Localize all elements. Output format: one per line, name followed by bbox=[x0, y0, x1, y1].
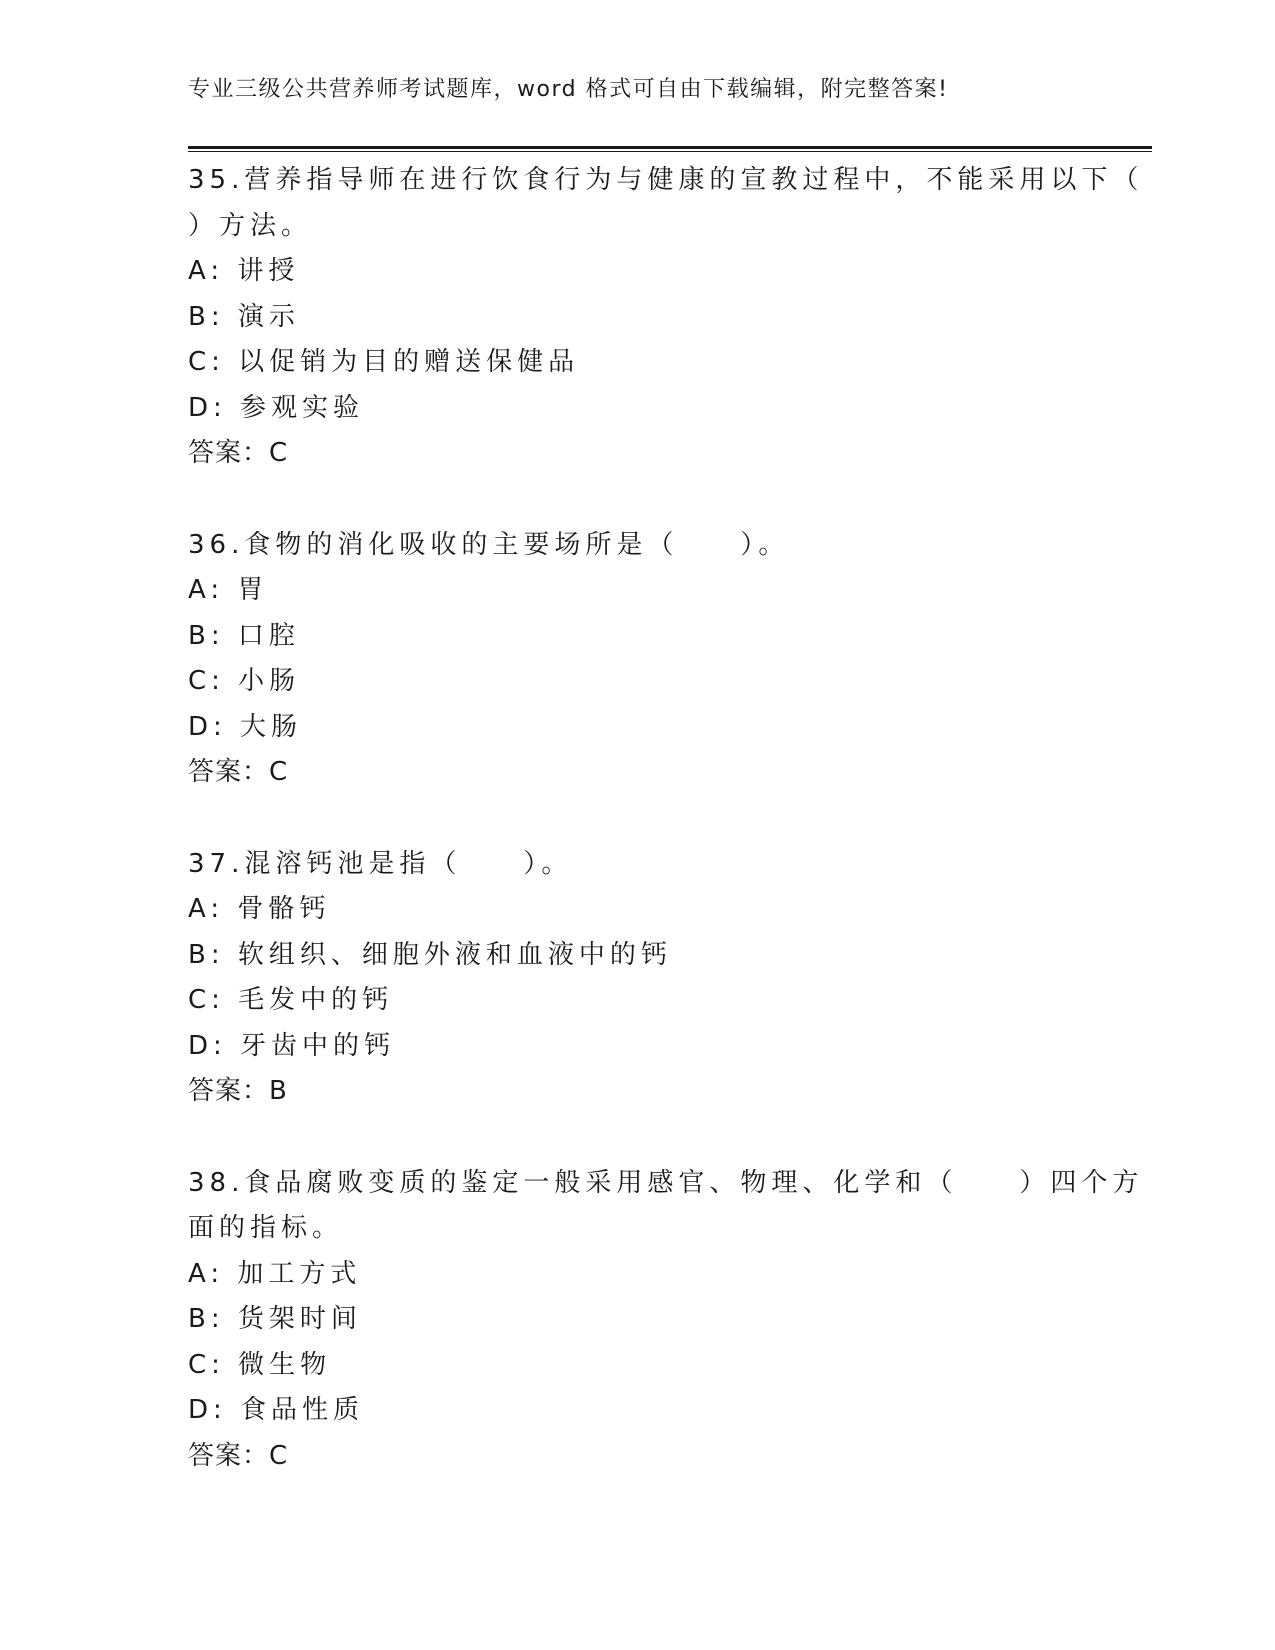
question-37 bbox=[188, 842, 1088, 1115]
question-stem: 面的指标。 bbox=[188, 1213, 344, 1243]
question-38 bbox=[188, 1161, 1144, 1480]
answer: 答案：C bbox=[188, 438, 289, 468]
answer: 答案：B bbox=[188, 1076, 288, 1106]
option-a: A: 加工方式 bbox=[188, 1258, 362, 1289]
option-b: B: 软组织、细胞外液和血液中的钙 bbox=[188, 939, 672, 970]
question-36 bbox=[188, 523, 1088, 796]
option-a: A: 胃 bbox=[188, 575, 269, 605]
question-35 bbox=[188, 158, 1144, 477]
question-stem: ）方法。 bbox=[188, 210, 313, 241]
option-b: B: 货架时间 bbox=[188, 1304, 362, 1334]
option-d: D: 大肠 bbox=[188, 711, 303, 742]
answer: 答案：C bbox=[188, 1440, 289, 1471]
question-stem: 38.食品腐败变质的鉴定一般采用感官、物理、化学和（ ）四个方 bbox=[188, 1167, 1144, 1198]
option-b: B: 口腔 bbox=[188, 620, 300, 651]
option-c: C: 小肠 bbox=[188, 666, 301, 696]
option-d: D: 食品性质 bbox=[188, 1395, 365, 1425]
option-a: A: 骨骼钙 bbox=[188, 894, 331, 924]
option-a: A: 讲授 bbox=[188, 256, 300, 286]
answer: 答案：C bbox=[188, 757, 289, 787]
question-stem: 37.混溶钙池是指（ ）。 bbox=[188, 848, 573, 879]
page-header: 专业三级公共营养师考试题库，word 格式可自由下载编辑，附完整答案! bbox=[188, 77, 949, 102]
header-rule-thin bbox=[188, 151, 1152, 152]
option-d: D: 参观实验 bbox=[188, 392, 365, 423]
question-stem: 36.食物的消化吸收的主要场所是（ ）。 bbox=[188, 529, 790, 560]
question-list bbox=[188, 158, 1144, 1525]
option-c: C: 以促销为目的赠送保健品 bbox=[188, 347, 580, 377]
option-b: B: 演示 bbox=[188, 301, 300, 332]
option-c: C: 微生物 bbox=[188, 1349, 332, 1380]
question-stem: 35.营养指导师在进行饮食行为与健康的宣教过程中，不能采用以下（ bbox=[188, 165, 1144, 195]
option-d: D: 牙齿中的钙 bbox=[188, 1030, 396, 1061]
option-c: C: 毛发中的钙 bbox=[188, 985, 394, 1015]
header-rule-thick bbox=[188, 146, 1152, 149]
